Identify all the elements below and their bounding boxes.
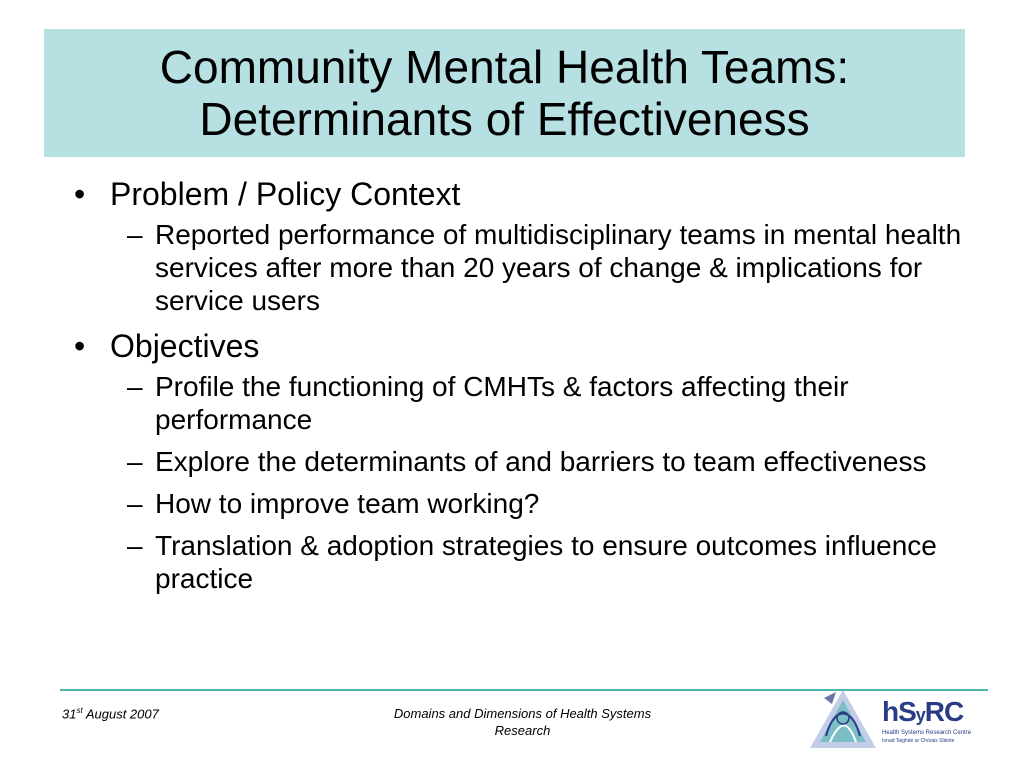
title-band — [44, 29, 965, 157]
slide-title — [160, 41, 849, 145]
logo-wordmark-y: y — [915, 705, 925, 725]
bullet-marker: • — [74, 328, 86, 364]
sub-bullet-text: Translation & adoption strategies to ensure outcomes influence practice — [155, 530, 937, 594]
footer-date-day: 31 — [62, 706, 77, 722]
dash-marker: – — [127, 488, 143, 519]
bullet-marker: • — [74, 176, 86, 212]
bullet-text: Problem / Policy Context — [110, 176, 461, 212]
sub-bullet-profile-functioning — [70, 370, 990, 436]
footer-date-rest: August 2007 — [82, 706, 159, 722]
logo-subtitle: Health Systems Research Centre — [882, 730, 972, 736]
hsrc-logo — [806, 686, 986, 752]
logo-wordmark-h: hS — [882, 696, 916, 727]
bullet-problem-policy-context — [70, 174, 990, 214]
sub-bullet-reported-performance — [70, 218, 990, 317]
footer-date-suffix: st — [76, 706, 83, 715]
sub-bullet-explore-determinants — [70, 445, 990, 478]
celtic-knot-icon — [806, 686, 880, 752]
logo-wordmark-rc: RC — [924, 696, 964, 727]
footer-caption: Domains and Dimensions of Health Systems Research — [393, 706, 652, 738]
dash-marker: – — [127, 219, 143, 250]
sub-bullet-text: Reported performance of multidisciplinary teams in mental health services after more than 20 years of change & implications for service users — [155, 219, 962, 316]
slide-title-line-1: Community Mental Health Teams: — [159, 41, 850, 93]
sub-bullet-translation-adoption — [70, 529, 990, 595]
dash-marker: – — [127, 530, 143, 561]
bullet-list — [70, 174, 990, 604]
bullet-objectives — [70, 326, 990, 366]
sub-bullet-text: How to improve team working? — [155, 488, 540, 519]
logo-subtitle-irish: Ionad Taighde ar Chórais Sláinte — [882, 738, 955, 744]
dash-marker: – — [127, 446, 143, 477]
bullet-text: Objectives — [110, 328, 260, 364]
dash-marker: – — [127, 371, 143, 402]
logo-wordmark — [882, 696, 963, 728]
footer-date — [62, 706, 159, 721]
sub-bullet-improve-team-working — [70, 487, 990, 520]
sub-bullet-text: Explore the determinants of and barriers to team effectiveness — [155, 446, 927, 477]
slide-title-line-2: Determinants of Effectiveness — [199, 93, 810, 145]
sub-bullet-text: Profile the functioning of CMHTs & factors affecting their performance — [155, 371, 849, 435]
